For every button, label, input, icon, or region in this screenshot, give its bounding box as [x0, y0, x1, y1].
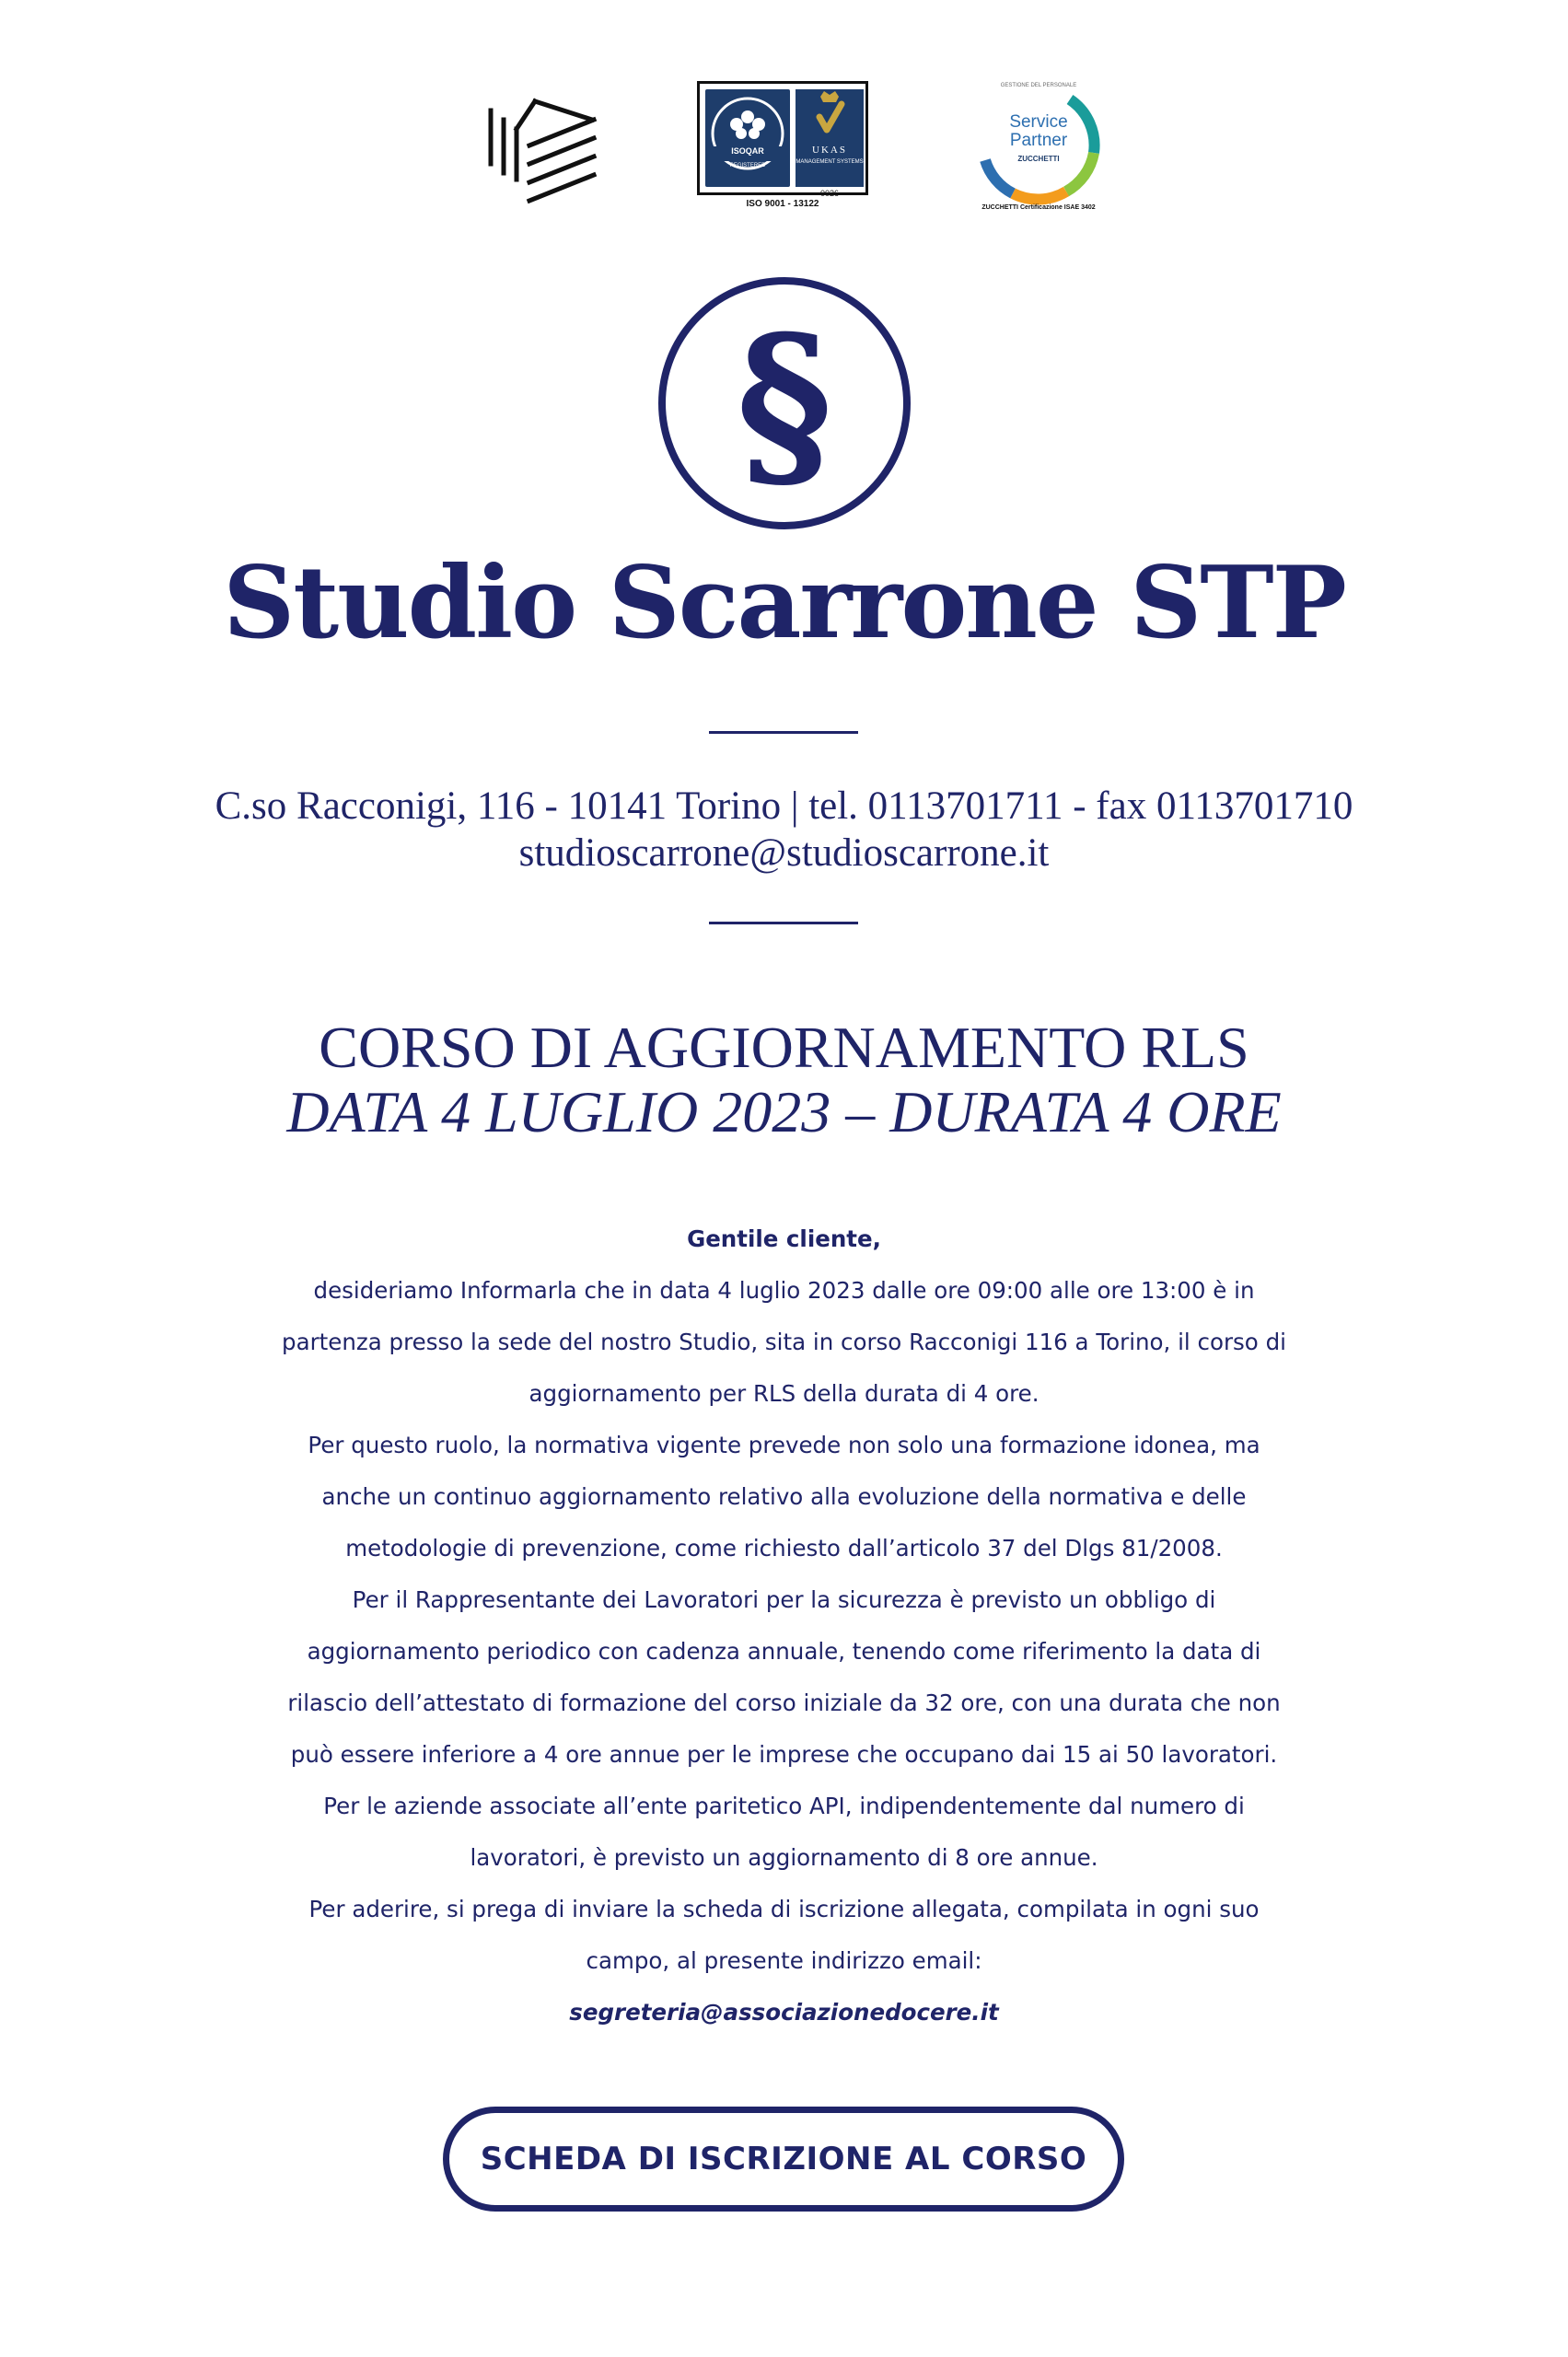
body-line: rilascio dell’attestato di formazione del corso iniziale da 32 ore, con una durata che non	[287, 1689, 1281, 1716]
isoqar-badge	[705, 89, 790, 187]
partner-caption: ZUCCHETTI Certificazione ISAE 3402	[981, 204, 1096, 211]
body-line: Per le aziende associate all’ente paritetico API, indipendentemente dal numero di	[323, 1793, 1245, 1819]
body-line: lavoratori, è previsto un aggiornamento di 8 ore annue.	[470, 1844, 1098, 1871]
ukas-sub-label: MANAGEMENT SYSTEMS	[796, 159, 864, 165]
studio-stripes-logo-icon	[483, 92, 603, 212]
body-line: campo, al presente indirizzo email:	[586, 1947, 982, 1974]
zucchetti-service-partner-badge	[967, 77, 1110, 215]
body-line: metodologie di prevenzione, come richiesto dall’articolo 37 del Dlgs 81/2008.	[345, 1535, 1223, 1562]
partner-partner-text: Partner	[1009, 131, 1068, 150]
iso-caption: ISO 9001 - 13122	[746, 199, 819, 209]
partner-service-text: Service	[1009, 112, 1068, 132]
greeting: Gentile cliente,	[687, 1225, 881, 1252]
body-line: Per il Rappresentante dei Lavoratori per la sicurezza è previsto un obbligo di	[352, 1586, 1216, 1613]
letter-body	[230, 1213, 1338, 2038]
registration-email-link[interactable]: segreteria@associazionedocere.it	[569, 1999, 999, 2026]
section-sign-monogram-logo	[656, 274, 913, 532]
registration-form-button-label: SCHEDA DI ISCRIZIONE AL CORSO	[480, 2141, 1087, 2177]
certification-logos	[0, 72, 1568, 219]
body-line: anche un continuo aggiornamento relativo alla evoluzione della normativa e delle	[321, 1483, 1247, 1510]
monogram-glyph: §	[736, 296, 833, 512]
partner-brand-text: ZUCCHETTI	[1017, 155, 1060, 163]
body-line: Per questo ruolo, la normativa vigente prevede non solo una formazione idonea, ma	[308, 1432, 1260, 1458]
ukas-badge	[796, 89, 864, 187]
body-line: può essere inferiore a 4 ore annue per le imprese che occupano dai 15 ai 50 lavoratori.	[290, 1741, 1278, 1768]
registration-form-button[interactable]	[443, 2107, 1124, 2212]
studio-email-line[interactable]: studioscarrone@studioscarrone.it	[518, 831, 1050, 875]
isoqar-sub-label: REGISTERED	[729, 163, 766, 168]
ukas-crown-check-icon	[796, 89, 864, 145]
isoqar-flower-icon	[705, 89, 790, 187]
course-date-duration: DATA 4 LUGLIO 2023 – DURATA 4 ORE	[286, 1079, 1282, 1144]
body-line: partenza presso la sede del nostro Studio, sita in corso Racconigi 116 a Torino, il corso di	[282, 1329, 1286, 1355]
course-title: CORSO DI AGGIORNAMENTO RLS	[319, 1015, 1249, 1080]
ukas-number: 0026	[819, 189, 840, 198]
divider-bottom	[709, 922, 858, 924]
isoqar-label: ISOQAR	[731, 146, 764, 156]
partner-arc-text: GESTIONE DEL PERSONALE	[1000, 83, 1077, 88]
body-line: desideriamo Informarla che in data 4 luglio 2023 dalle ore 09:00 alle ore 13:00 è in	[313, 1277, 1255, 1304]
divider-top	[709, 731, 858, 734]
body-line: aggiornamento per RLS della durata di 4 ore.	[528, 1380, 1040, 1407]
body-line: Per aderire, si prega di inviare la scheda di iscrizione allegata, compilata in ogni suo	[308, 1896, 1260, 1922]
iso-badge-frame	[697, 81, 868, 198]
firm-name-title: Studio Scarrone STP	[223, 545, 1345, 661]
ukas-label: UKAS	[812, 145, 847, 156]
iso-certification-badge	[697, 81, 874, 219]
body-line: aggiornamento periodico con cadenza annuale, tenendo come riferimento la data di	[307, 1638, 1261, 1665]
address-contact-line: C.so Racconigi, 116 - 10141 Torino | tel. 0113701711 - fax 0113701710	[215, 784, 1353, 828]
